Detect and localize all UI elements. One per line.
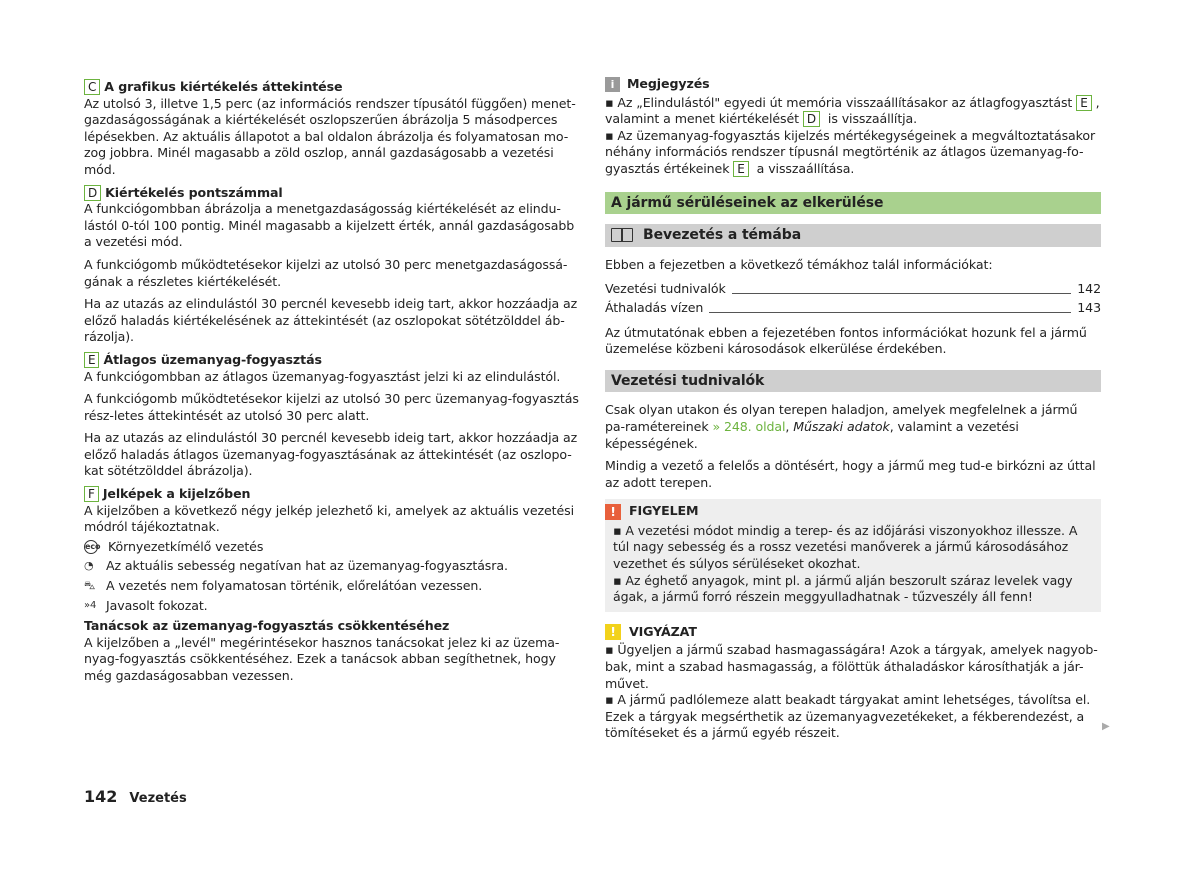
- warning-heading: ! FIGYELEM: [605, 503, 1093, 520]
- toc-leader: [709, 312, 1071, 313]
- symbol-row: eco Környezetkímélő vezetés: [85, 538, 264, 554]
- letter-box: F: [84, 486, 99, 502]
- paragraph: Mindig a vezető a felelős a döntésért, hogy a jármű meg tud-e birkózni az úttal az adott terepen.: [605, 458, 1096, 490]
- warning-item: ▪ A vezetési módot mindig a terep- és az időjárási viszonyokhoz illessze. A túl nagy sebesség és a rossz vezetési manőverek a jármű károsodásához vezethet és súlyos sérüléseket okozhat.: [613, 522, 1078, 572]
- left-column: [84, 76, 580, 691]
- tips-section: [84, 618, 580, 684]
- letter-box: C: [84, 79, 100, 95]
- letter-box: E: [733, 161, 748, 177]
- car-icon: ⛍: [84, 579, 96, 593]
- paragraph: A funkciógomb működtetésekor kijelzi az utolsó 30 perc üzemanyag-fogyasztás rész-letes áttekintését az utolsó 30 perc alatt.: [84, 391, 579, 423]
- eco-icon: eco: [84, 540, 98, 554]
- paragraph: A kijelzőben a „levél" megérintésekor hasznos tanácsokat jelez ki az üzema-nyag-fogyasztás csökkentéséhez. Ezek a tanácsok abban segíthetnek, hogy még gazdaságosabban vezessen.: [84, 634, 560, 683]
- note-box: [605, 76, 1101, 178]
- letter-box: E: [84, 352, 99, 368]
- caution-box: [605, 624, 1101, 742]
- gear-shift-icon: »4: [84, 599, 97, 611]
- symbol-row: »4 Javasolt fokozat.: [84, 597, 208, 613]
- toc-entry[interactable]: Áthaladás vízen 143: [605, 299, 1101, 315]
- caution-heading: ! VIGYÁZAT: [605, 624, 1101, 641]
- toc-leader: [732, 293, 1072, 294]
- paragraph: A funkciógombban az átlagos üzemanyag-fogyasztást jelzi ki az elindulástól.: [84, 368, 561, 384]
- caution-item: ▪ Ügyeljen a jármű szabad hasmagasságára! Azok a tárgyak, amelyek nagyob-bak, mint a szabad hasmagasság, a fölöttük áthaladáskor károsíthatják a jár-művet.: [605, 642, 1098, 691]
- intro-heading: Bevezetés a témába: [605, 224, 1101, 247]
- page-number: 142: [84, 787, 118, 806]
- info-icon: i: [605, 77, 620, 92]
- right-column: [605, 76, 1101, 742]
- symbol-row: ◔ Az aktuális sebesség negatívan hat az üzemanyag-fogyasztásra.: [84, 558, 508, 574]
- paragraph: Ha az utazás az elindulástól 30 percnél kevesebb ideig tart, akkor hozzáadja az előző haladás átlagos üzemanyag-fogyasztásának az áttekintését (az oszlopo-kat sötétzölddel ábrázolja).: [84, 430, 578, 479]
- symbol-row: ⛍ A vezetés nem folyamatosan történik, előrelátóan vezessen.: [84, 578, 483, 594]
- note-item: ▪ Az „Elindulástól" egyedi út memória visszaállításakor az átlagfogyasztást E , valamint a menet kiértékelését D is visszaállítja.: [605, 94, 1100, 127]
- book-icon: [611, 228, 633, 242]
- paragraph: Az útmutatónak ebben a fejezetében fontos információkat hozunk fel a jármű üzemelése közbeni károsodások elkerülése érdekében.: [605, 324, 1087, 357]
- section-heading: D Kiértékelés pontszámmal: [84, 185, 580, 202]
- caution-icon: !: [605, 624, 621, 640]
- section-e: [84, 352, 580, 480]
- section-heading: E Átlagos üzemanyag-fogyasztás: [84, 352, 580, 369]
- note-heading: i Megjegyzés: [605, 76, 1101, 93]
- section-heading: C A grafikus kiértékelés áttekintése: [84, 79, 580, 96]
- caution-item: ▪ A jármű padlólemeze alatt beakadt tárgyakat amint lehetséges, távolítsa el. Ezek a tárgyak megsérthetik az üzemanyagvezetékeket, a fékberendezést, a tömítéseket és a jármű egyéb részeit.: [605, 692, 1091, 741]
- footer-section: Vezetés: [129, 791, 187, 806]
- letter-box: E: [1076, 95, 1091, 111]
- chapter-title: A jármű sérüléseinek az elkerülése: [605, 192, 1101, 215]
- gauge-icon: ◔: [84, 559, 94, 573]
- tips-heading: Tanácsok az üzemanyag-fogyasztás csökkentéséhez: [84, 618, 450, 634]
- intro-text: Ebben a fejezetben a következő témákhoz talál információkat:: [605, 256, 993, 272]
- paragraph: A funkciógombban ábrázolja a menetgazdaságosság kiértékelését az elindu-lástól 0-tól 100 pontig. Minél magasabb a kijelzett érték, annál gazdaságosabb a vezetési mód.: [84, 201, 575, 250]
- section-f: [84, 486, 580, 614]
- toc-entry[interactable]: Vezetési tudnivalók 142: [605, 281, 1101, 297]
- letter-box: D: [803, 111, 820, 127]
- section-c: [84, 79, 580, 179]
- section-heading: F Jelképek a kijelzőben: [84, 486, 580, 503]
- paragraph: A kijelzőben a következő négy jelkép jelezhető ki, amelyek az aktuális vezetési módról tájékoztatnak.: [84, 502, 574, 535]
- paragraph: A funkciógomb működtetésekor kijelzi az utolsó 30 perc menetgazdaságossá-gának a részletes kiértékelését.: [84, 256, 568, 289]
- warning-icon: !: [605, 504, 621, 520]
- section-heading: Vezetési tudnivalók: [605, 370, 1101, 393]
- next-page-arrow-icon[interactable]: ▶: [1102, 721, 1110, 732]
- warning-box: [605, 499, 1101, 612]
- paragraph: Csak olyan utakon és olyan terepen haladjon, amelyek megfelelnek a jármű pa-ramétereinek » 248. oldal, Műszaki adatok, valamint a vezetési képességének.: [605, 402, 1078, 451]
- page-footer: [84, 787, 187, 806]
- section-d: [84, 185, 580, 346]
- page-link[interactable]: » 248. oldal: [712, 418, 786, 434]
- letter-box: D: [84, 185, 101, 201]
- note-item: ▪ Az üzemanyag-fogyasztás kijelzés mértékegységeinek a megváltoztatásakor néhány információs rendszer típusnál megtörténik az átlagos üzemanyag-fo-gyasztás értékeinek E a visszaállítása.: [605, 127, 1096, 176]
- warning-item: ▪ Az éghető anyagok, mint pl. a jármű alján beszorult száraz levelek vagy ágak, a jármű forró részein meggyulladhatnak - tűzveszély áll fenn!: [613, 572, 1073, 605]
- paragraph: Az utolsó 3, illetve 1,5 perc (az információs rendszer típusától függően) menet-gazdaságosságának a kiértékelését oszlopszerűen ábrázolja 5 másodperces lépésekben. Az aktuális állapotot a bal oldalon ábrázolja és folyamatosan mo-zog jobbra. Minél magasabb a zöld oszlop, annál gazdaságosabb a vezetési mód.: [84, 95, 576, 177]
- paragraph: Ha az utazás az elindulástól 30 percnél kevesebb ideig tart, akkor hozzáadja az előző haladás kiértékelésének az áttekintését (az oszlopokat sötétzölddel áb-rázolja).: [84, 296, 578, 345]
